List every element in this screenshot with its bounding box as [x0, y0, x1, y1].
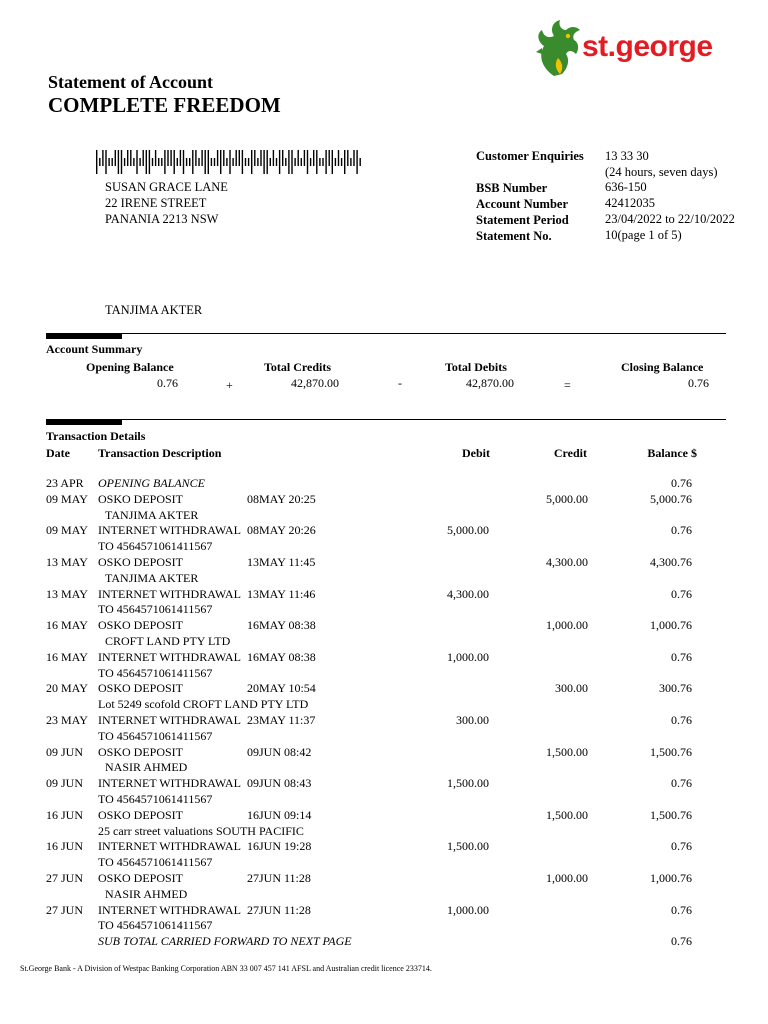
tx-description: CROFT LAND PTY LTD [105, 634, 231, 648]
total-debits-value: 42,870.00 [466, 376, 514, 390]
stgeorge-logo [534, 18, 740, 82]
opening-balance-label: Opening Balance [86, 360, 174, 374]
total-credits-value: 42,870.00 [291, 376, 339, 390]
closing-balance-label: Closing Balance [621, 360, 704, 374]
tx-description: TO 4564571061411567 [98, 918, 213, 933]
tx-description: INTERNET WITHDRAWAL [98, 713, 241, 727]
tx-date: 20 MAY [46, 681, 88, 696]
closing-balance-value: 0.76 [688, 376, 709, 390]
tx-balance: 1,500.76 [650, 807, 692, 822]
tx-date: 13 MAY [46, 555, 88, 569]
statement-period-value: 23/04/2022 to 22/10/2022 [605, 212, 735, 226]
tx-balance: 0.76 [671, 649, 692, 664]
customer-enquiries-value: 13 33 30 [605, 149, 649, 163]
tx-date: 16 JUN [46, 807, 84, 822]
tx-balance: 4,300.76 [650, 555, 692, 569]
transactions-rule [46, 419, 726, 420]
tx-balance: 1,500.76 [650, 744, 692, 759]
account-number-label: Account Number [476, 197, 569, 211]
address-line-3: PANANIA 2213 NSW [105, 212, 219, 226]
table-row [0, 539, 768, 555]
tx-date: 23 APR [46, 476, 84, 490]
total-credits-label: Total Credits [264, 360, 332, 374]
tx-balance: 0.76 [671, 523, 692, 538]
tx-balance: 0.76 [671, 934, 692, 949]
brand-name: st.george [582, 30, 713, 63]
table-row [0, 713, 768, 729]
table-row [0, 602, 768, 618]
tx-date: 16 MAY [46, 649, 88, 664]
tx-time: 08MAY 20:26 [247, 523, 316, 538]
tx-debit: 1,000.00 [447, 649, 489, 664]
table-row [0, 681, 768, 697]
equals-sign: = [564, 378, 571, 392]
tx-credit: 1,500.00 [546, 744, 588, 759]
tx-description: INTERNET WITHDRAWAL [98, 649, 241, 664]
tx-description: Lot 5249 scofold CROFT LAND PTY LTD [98, 697, 309, 712]
tx-time: 20MAY 10:54 [247, 681, 316, 696]
tx-description: TO 4564571061411567 [98, 728, 213, 743]
transactions-table [0, 476, 768, 956]
tx-credit: 300.00 [555, 681, 588, 696]
tx-date: 09 JUN [46, 776, 84, 791]
tx-description: TO 4564571061411567 [98, 792, 213, 806]
table-row [0, 808, 768, 824]
summary-rule [46, 333, 726, 334]
footer-disclaimer: St.George Bank - A Division of Westpac Banking Corporation ABN 33 007 457 141 AFSL and Australian credit licence 233714. [20, 964, 432, 973]
table-row [0, 760, 768, 776]
tx-debit: 4,300.00 [447, 586, 489, 601]
tx-credit: 1,000.00 [546, 871, 588, 885]
table-row [0, 887, 768, 903]
customer-enquiries-note: (24 hours, seven days) [605, 165, 718, 179]
tx-date: 16 JUN [46, 839, 84, 854]
bsb-label: BSB Number [476, 181, 548, 195]
tx-balance: 0.76 [671, 839, 692, 854]
plus-sign: + [226, 378, 233, 392]
account-number-value: 42412035 [605, 196, 655, 210]
second-account-holder: TANJIMA AKTER [105, 303, 203, 317]
tx-description: INTERNET WITHDRAWAL [98, 776, 241, 791]
tx-time: 16JUN 19:28 [247, 839, 312, 854]
col-debit-header: Debit [462, 446, 490, 460]
statement-no-value: 10(page 1 of 5) [605, 228, 682, 242]
col-credit-header: Credit [553, 446, 587, 460]
table-row [0, 839, 768, 855]
tx-time: 08MAY 20:25 [247, 491, 316, 506]
tx-description: INTERNET WITHDRAWAL [98, 523, 241, 538]
tx-description: SUB TOTAL CARRIED FORWARD TO NEXT PAGE [98, 934, 352, 949]
tx-description: INTERNET WITHDRAWAL [98, 839, 241, 854]
tx-time: 16MAY 08:38 [247, 649, 316, 664]
tx-balance: 300.76 [659, 681, 692, 696]
tx-description: INTERNET WITHDRAWAL [98, 586, 241, 601]
tx-description: NASIR AHMED [105, 886, 188, 901]
dragon-icon [534, 18, 584, 80]
address-line-2: 22 IRENE STREET [105, 196, 207, 210]
tx-description: OPENING BALANCE [98, 476, 205, 490]
tx-date: 16 MAY [46, 618, 88, 633]
tx-balance: 0.76 [671, 776, 692, 791]
statement-period-label: Statement Period [476, 213, 569, 227]
tx-debit: 5,000.00 [447, 523, 489, 538]
table-row [0, 587, 768, 603]
tx-description: INTERNET WITHDRAWAL [98, 902, 241, 917]
tx-description: OSKO DEPOSIT [98, 807, 184, 822]
tx-description: OSKO DEPOSIT [98, 618, 184, 633]
table-row [0, 855, 768, 871]
minus-sign: - [398, 376, 402, 390]
tx-description: 25 carr street valuations SOUTH PACIFIC [98, 823, 304, 838]
tx-description: OSKO DEPOSIT [98, 491, 184, 506]
table-row [0, 792, 768, 808]
tx-credit: 1,000.00 [546, 618, 588, 633]
tx-date: 09 JUN [46, 744, 84, 759]
tx-description: TO 4564571061411567 [98, 602, 213, 617]
tx-date: 27 JUN [46, 902, 84, 917]
table-row [0, 918, 768, 934]
table-row [0, 824, 768, 840]
tx-debit: 1,000.00 [447, 902, 489, 917]
bsb-value: 636-150 [605, 180, 647, 194]
account-type-title: COMPLETE FREEDOM [48, 93, 281, 117]
customer-enquiries-label: Customer Enquiries [476, 149, 584, 163]
tx-balance: 5,000.76 [650, 491, 692, 506]
tx-balance: 1,000.76 [650, 871, 692, 885]
account-summary-title: Account Summary [46, 342, 143, 356]
tx-time: 13MAY 11:46 [247, 586, 316, 601]
barcode [96, 150, 366, 174]
table-row [0, 618, 768, 634]
tx-description: OSKO DEPOSIT [98, 871, 184, 885]
tx-date: 09 MAY [46, 491, 88, 506]
table-row [0, 871, 768, 887]
tx-debit: 1,500.00 [447, 839, 489, 854]
table-row [0, 745, 768, 761]
tx-date: 27 JUN [46, 871, 84, 885]
tx-date: 23 MAY [46, 713, 88, 727]
tx-description: NASIR AHMED [105, 760, 188, 775]
tx-description: OSKO DEPOSIT [98, 744, 184, 759]
opening-balance-value: 0.76 [157, 376, 178, 390]
tx-time: 27JUN 11:28 [247, 902, 311, 917]
tx-balance: 0.76 [671, 902, 692, 917]
table-row [0, 666, 768, 682]
tx-date: 13 MAY [46, 586, 88, 601]
tx-balance: 0.76 [671, 586, 692, 601]
tx-time: 13MAY 11:45 [247, 555, 316, 569]
tx-description: TO 4564571061411567 [98, 539, 213, 554]
table-row [0, 729, 768, 745]
tx-balance: 1,000.76 [650, 618, 692, 633]
tx-debit: 1,500.00 [447, 776, 489, 791]
table-row [0, 523, 768, 539]
tx-time: 16JUN 09:14 [247, 807, 312, 822]
tx-time: 16MAY 08:38 [247, 618, 316, 633]
tx-description: TANJIMA AKTER [105, 570, 199, 585]
transaction-details-title: Transaction Details [46, 429, 146, 443]
total-debits-label: Total Debits [445, 360, 507, 374]
tx-date: 09 MAY [46, 523, 88, 538]
address-line-1: SUSAN GRACE LANE [105, 180, 228, 194]
tx-time: 09JUN 08:43 [247, 776, 312, 791]
tx-description: TO 4564571061411567 [98, 665, 213, 680]
col-balance-header: Balance $ [647, 446, 697, 460]
tx-balance: 0.76 [671, 713, 692, 727]
tx-time: 09JUN 08:42 [247, 744, 312, 759]
table-row [0, 650, 768, 666]
col-date-header: Date [46, 446, 70, 460]
table-row [0, 555, 768, 571]
table-row [0, 776, 768, 792]
table-row [0, 508, 768, 524]
table-row [0, 571, 768, 587]
tx-description: TANJIMA AKTER [105, 507, 199, 522]
table-row [0, 903, 768, 919]
tx-balance: 0.76 [671, 476, 692, 490]
col-description-header: Transaction Description [98, 446, 222, 460]
table-row [0, 934, 768, 950]
tx-description: TO 4564571061411567 [98, 855, 213, 870]
table-row [0, 634, 768, 650]
tx-credit: 1,500.00 [546, 807, 588, 822]
table-row [0, 697, 768, 713]
tx-description: OSKO DEPOSIT [98, 555, 184, 569]
statement-title: Statement of Account [48, 72, 213, 92]
tx-description: OSKO DEPOSIT [98, 681, 184, 696]
tx-credit: 4,300.00 [546, 555, 588, 569]
tx-debit: 300.00 [456, 713, 489, 727]
table-row [0, 492, 768, 508]
tx-credit: 5,000.00 [546, 491, 588, 506]
statement-no-label: Statement No. [476, 229, 552, 243]
table-row [0, 476, 768, 492]
tx-time: 27JUN 11:28 [247, 871, 311, 885]
tx-time: 23MAY 11:37 [247, 713, 316, 727]
